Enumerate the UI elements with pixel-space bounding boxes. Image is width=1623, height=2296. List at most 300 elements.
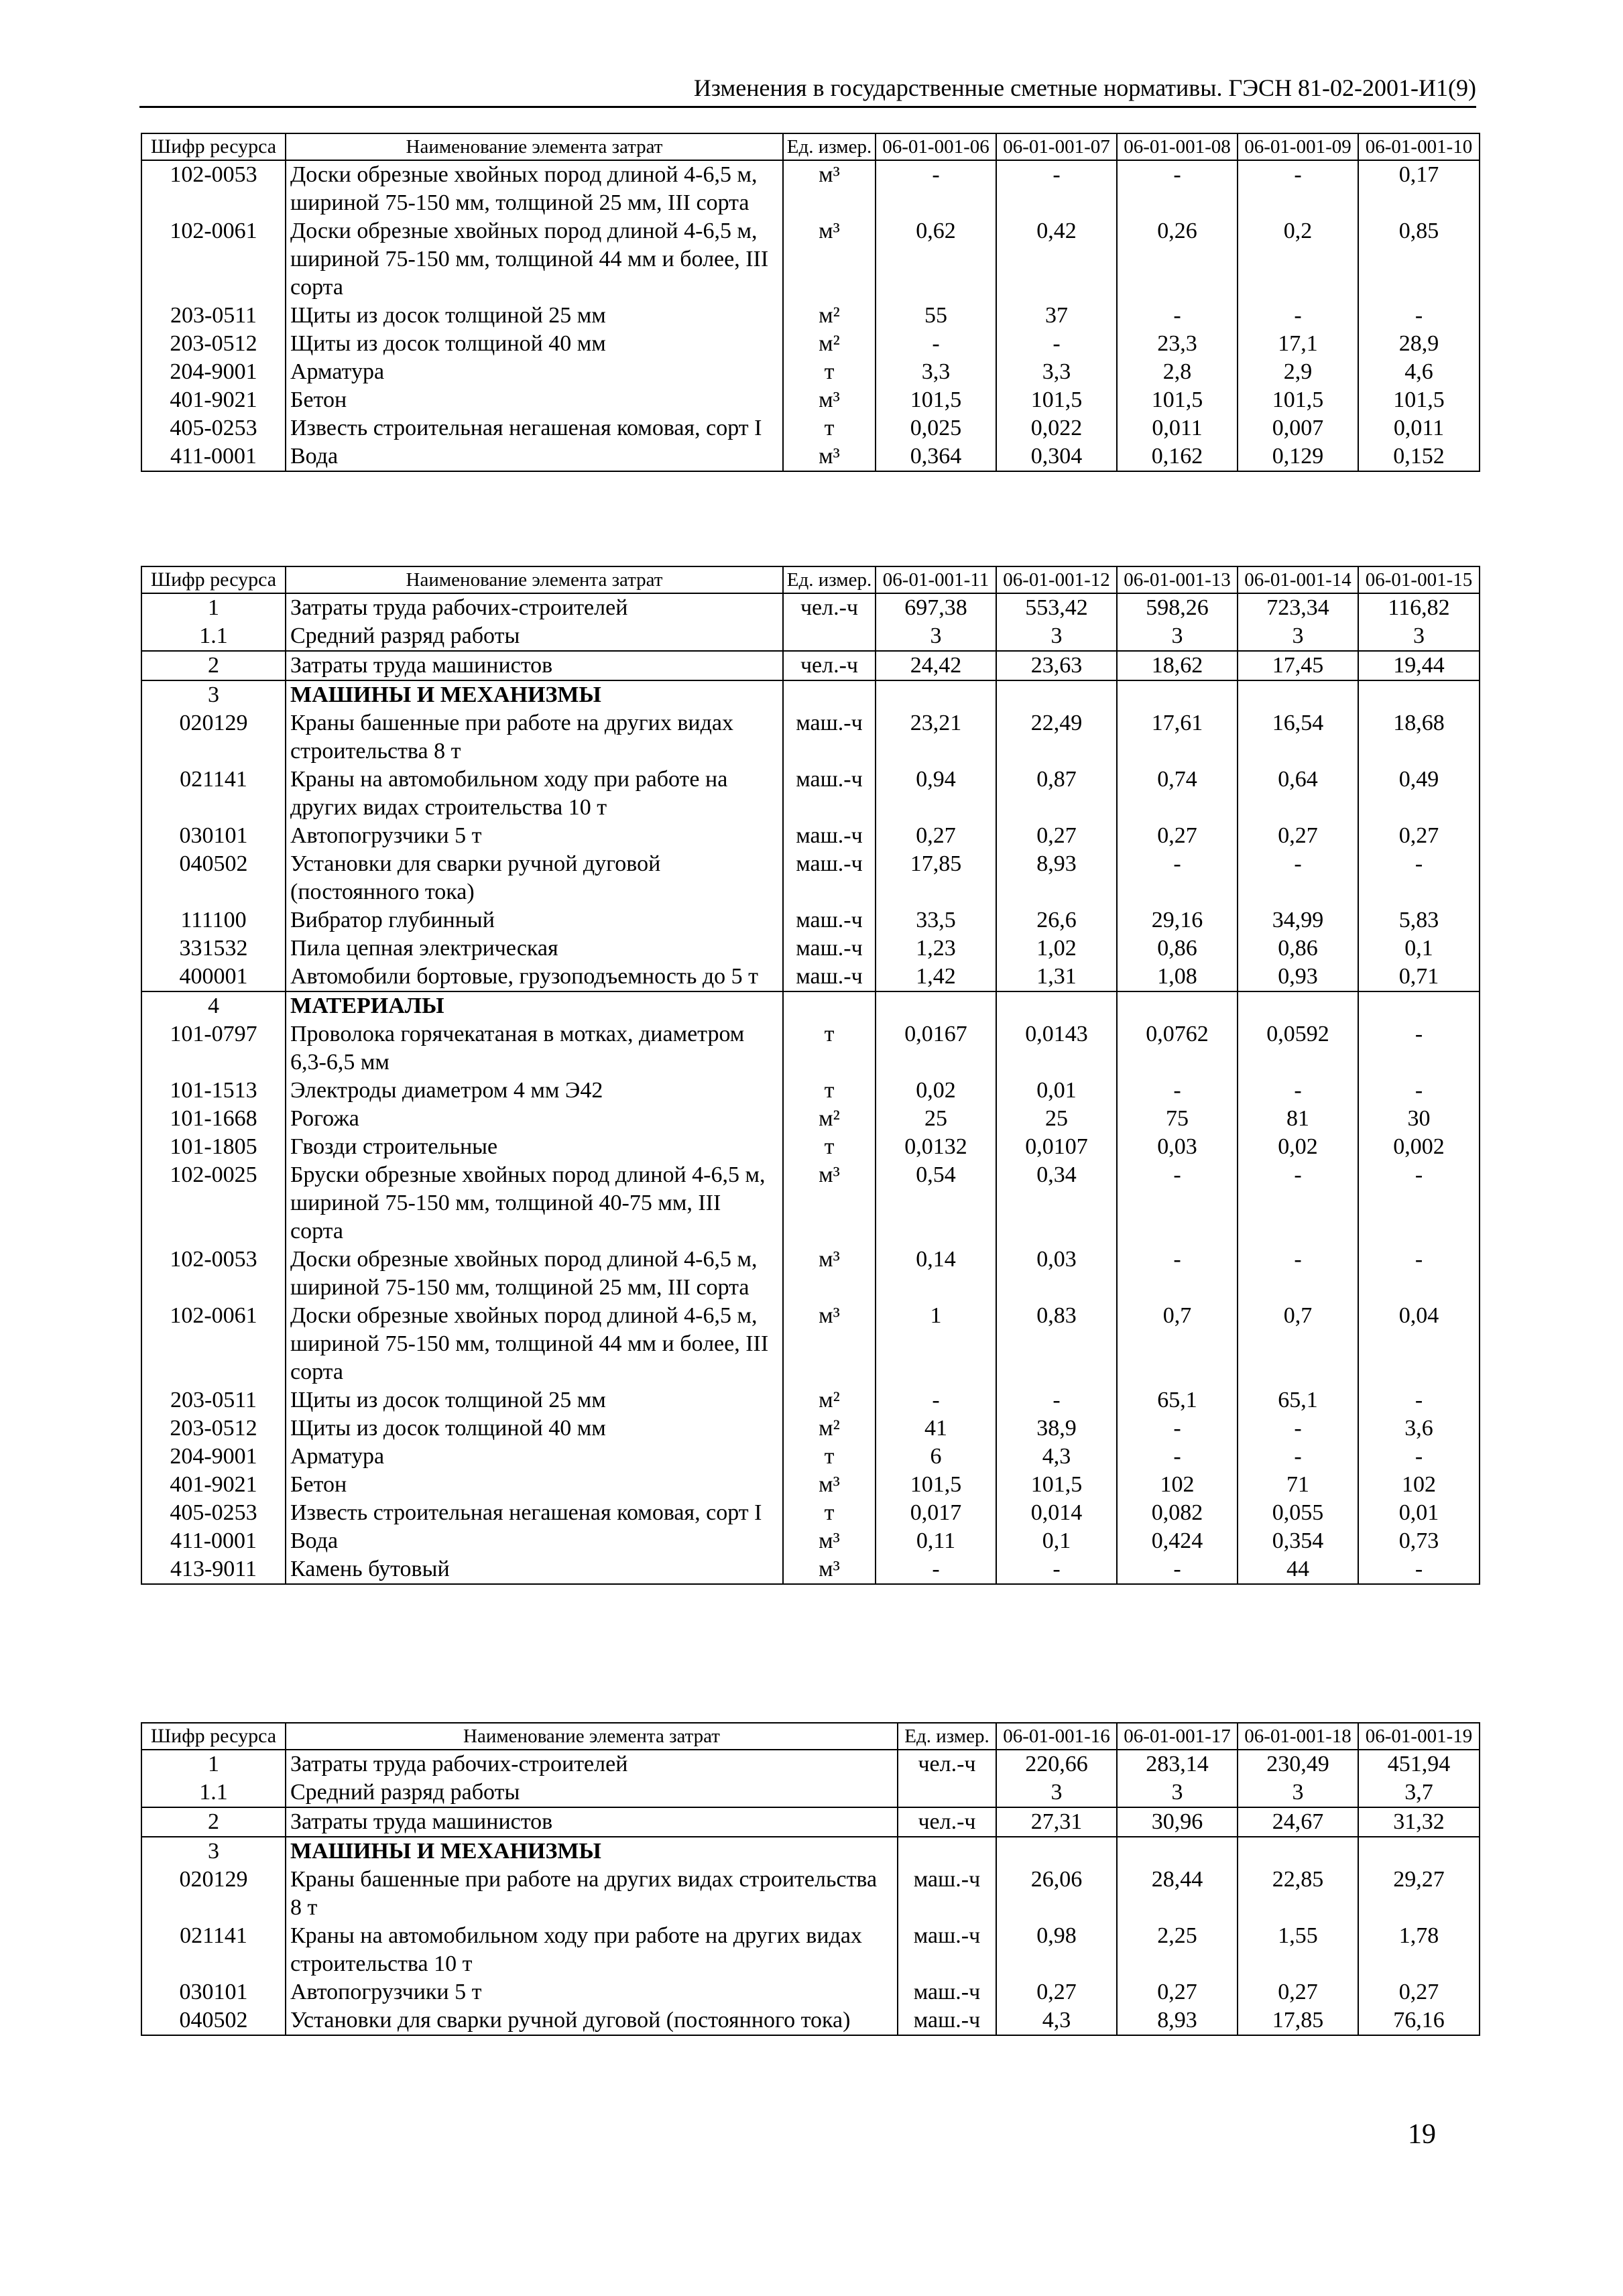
table-row <box>141 766 1480 822</box>
value-cell: 0,011 <box>1358 414 1480 442</box>
value-cell: 3 <box>1238 1778 1358 1807</box>
column-header: Наименование элемента затрат <box>286 566 783 593</box>
value-cell: 0,87 <box>996 766 1117 822</box>
unit: т <box>783 1443 876 1471</box>
value-cell: - <box>1358 1246 1480 1302</box>
column-header: 06-01-001-07 <box>996 133 1117 160</box>
resource-name: Средний разряд работы <box>286 1778 898 1807</box>
value-cell <box>996 1837 1117 1866</box>
table-row <box>141 1386 1480 1414</box>
unit: т <box>783 414 876 442</box>
unit: м³ <box>783 442 876 471</box>
unit: т <box>783 358 876 386</box>
value-cell: 0,364 <box>876 442 996 471</box>
value-cell: 22,49 <box>996 709 1117 766</box>
table-row <box>141 1978 1480 2006</box>
value-cell: - <box>1358 1386 1480 1414</box>
value-cell: 101,5 <box>1117 386 1238 414</box>
value-cell: 76,16 <box>1358 2006 1480 2035</box>
table-row <box>141 1161 1480 1246</box>
value-cell: 8,93 <box>1117 2006 1238 2035</box>
resource-code: 3 <box>141 1837 286 1866</box>
resource-name: Краны на автомобильном ходу при работе на других видах строительства 10 т <box>286 1922 898 1978</box>
value-cell: - <box>996 1386 1117 1414</box>
value-cell: 116,82 <box>1358 593 1480 622</box>
resource-code: 405-0253 <box>141 414 286 442</box>
value-cell: 37 <box>996 302 1117 330</box>
value-cell: 17,1 <box>1238 330 1358 358</box>
table-row <box>141 386 1480 414</box>
value-cell: 1,31 <box>996 963 1117 991</box>
value-cell: 0,129 <box>1238 442 1358 471</box>
value-cell: - <box>876 1555 996 1584</box>
resource-code: 1 <box>141 593 286 622</box>
value-cell: 0,082 <box>1117 1499 1238 1527</box>
row-group <box>141 1837 1480 2035</box>
table-row <box>141 991 1480 1020</box>
resource-name: Затраты труда машинистов <box>286 651 783 680</box>
resource-name: Автопогрузчики 5 т <box>286 822 783 850</box>
value-cell: 283,14 <box>1117 1750 1238 1778</box>
resource-name: Известь строительная негашеная комовая, сорт I <box>286 1499 783 1527</box>
header-rule <box>139 106 1476 108</box>
resource-code: 030101 <box>141 1978 286 2006</box>
value-cell: - <box>1238 1443 1358 1471</box>
value-cell: 17,85 <box>876 850 996 906</box>
unit: чел.-ч <box>783 651 876 680</box>
value-cell: 697,38 <box>876 593 996 622</box>
column-header: 06-01-001-12 <box>996 566 1117 593</box>
resource-code: 1.1 <box>141 622 286 651</box>
unit: чел.-ч <box>898 1807 996 1837</box>
value-cell: 24,67 <box>1238 1807 1358 1837</box>
value-cell: 17,61 <box>1117 709 1238 766</box>
resource-name: Установки для сварки ручной дуговой (постоянного тока) <box>286 850 783 906</box>
resource-code: 405-0253 <box>141 1499 286 1527</box>
unit: маш.-ч <box>898 2006 996 2035</box>
value-cell: 3,6 <box>1358 1414 1480 1443</box>
resource-name: Краны башенные при работе на других видах строительства 8 т <box>286 1866 898 1922</box>
table-row <box>141 1527 1480 1555</box>
unit: маш.-ч <box>783 963 876 991</box>
value-cell: 1,08 <box>1117 963 1238 991</box>
value-cell: 0,94 <box>876 766 996 822</box>
value-cell: 0,01 <box>1358 1499 1480 1527</box>
value-cell: 2,8 <box>1117 358 1238 386</box>
value-cell: 33,5 <box>876 906 996 934</box>
column-header: 06-01-001-18 <box>1238 1723 1358 1750</box>
table-row <box>141 934 1480 963</box>
value-cell: 0,64 <box>1238 766 1358 822</box>
resource-code: 102-0025 <box>141 1161 286 1246</box>
value-cell: - <box>1117 1414 1238 1443</box>
column-header: 06-01-001-14 <box>1238 566 1358 593</box>
value-cell: 0,025 <box>876 414 996 442</box>
value-cell: 29,16 <box>1117 906 1238 934</box>
resource-code: 2 <box>141 651 286 680</box>
column-header: 06-01-001-08 <box>1117 133 1238 160</box>
value-cell: 3 <box>996 622 1117 651</box>
value-cell: 0,02 <box>1238 1133 1358 1161</box>
value-cell: 101,5 <box>996 386 1117 414</box>
value-cell: 0,11 <box>876 1527 996 1555</box>
value-cell: 55 <box>876 302 996 330</box>
resource-name: Установки для сварки ручной дуговой (постоянного тока) <box>286 2006 898 2035</box>
value-cell: 27,31 <box>996 1807 1117 1837</box>
value-cell: - <box>1358 850 1480 906</box>
unit <box>783 622 876 651</box>
value-cell: 26,06 <box>996 1866 1117 1922</box>
resource-code: 101-1805 <box>141 1133 286 1161</box>
resource-name: Щиты из досок толщиной 25 мм <box>286 302 783 330</box>
table-row <box>141 1077 1480 1105</box>
column-header: 06-01-001-19 <box>1358 1723 1480 1750</box>
unit: м³ <box>783 1527 876 1555</box>
value-cell: 1,78 <box>1358 1922 1480 1978</box>
resource-code: 020129 <box>141 1866 286 1922</box>
resource-code: 400001 <box>141 963 286 991</box>
value-cell: 553,42 <box>996 593 1117 622</box>
value-cell: 0,27 <box>1358 1978 1480 2006</box>
resource-name: Щиты из досок толщиной 25 мм <box>286 1386 783 1414</box>
value-cell: - <box>1358 302 1480 330</box>
value-cell: 102 <box>1358 1471 1480 1499</box>
unit: маш.-ч <box>783 709 876 766</box>
resource-code: 111100 <box>141 906 286 934</box>
value-cell: 22,85 <box>1238 1866 1358 1922</box>
value-cell: 0,14 <box>876 1246 996 1302</box>
value-cell: 4,3 <box>996 2006 1117 2035</box>
resource-code: 401-9021 <box>141 386 286 414</box>
value-cell: 101,5 <box>1358 386 1480 414</box>
value-cell: 2,9 <box>1238 358 1358 386</box>
unit: маш.-ч <box>898 1866 996 1922</box>
table-row <box>141 709 1480 766</box>
value-cell: 0,71 <box>1358 963 1480 991</box>
unit: м² <box>783 302 876 330</box>
unit: т <box>783 1020 876 1077</box>
value-cell: 19,44 <box>1358 651 1480 680</box>
resource-code: 401-9021 <box>141 1471 286 1499</box>
resource-code: 413-9011 <box>141 1555 286 1584</box>
column-header: Шифр ресурса <box>141 566 286 593</box>
table-row <box>141 1866 1480 1922</box>
value-cell: 0,152 <box>1358 442 1480 471</box>
unit: м² <box>783 1414 876 1443</box>
resource-code: 203-0511 <box>141 302 286 330</box>
unit: м³ <box>783 386 876 414</box>
value-cell: 3 <box>996 1778 1117 1807</box>
value-cell: 0,27 <box>1358 822 1480 850</box>
value-cell: 0,0107 <box>996 1133 1117 1161</box>
column-header: 06-01-001-06 <box>876 133 996 160</box>
value-cell <box>996 680 1117 709</box>
column-header: 06-01-001-09 <box>1238 133 1358 160</box>
table-row <box>141 680 1480 709</box>
resource-name: Вода <box>286 1527 783 1555</box>
unit: м³ <box>783 217 876 302</box>
value-cell: 23,3 <box>1117 330 1238 358</box>
value-cell: 0,424 <box>1117 1527 1238 1555</box>
column-header: Шифр ресурса <box>141 133 286 160</box>
value-cell: 0,62 <box>876 217 996 302</box>
value-cell: - <box>1358 1555 1480 1584</box>
value-cell: 65,1 <box>1117 1386 1238 1414</box>
resource-code: 2 <box>141 1807 286 1837</box>
resource-name: Затраты труда рабочих-строителей <box>286 593 783 622</box>
value-cell: 44 <box>1238 1555 1358 1584</box>
value-cell: 0,86 <box>1238 934 1358 963</box>
value-cell: - <box>1117 1077 1238 1105</box>
value-cell: 0,27 <box>1238 1978 1358 2006</box>
resource-code: 102-0053 <box>141 1246 286 1302</box>
table-row <box>141 822 1480 850</box>
value-cell: 1,55 <box>1238 1922 1358 1978</box>
value-cell: - <box>1238 160 1358 217</box>
value-cell: - <box>1238 1414 1358 1443</box>
value-cell: - <box>1117 1161 1238 1246</box>
resource-name: Доски обрезные хвойных пород длиной 4-6,5 м, шириной 75-150 мм, толщиной 44 мм и более, III сорта <box>286 217 783 302</box>
value-cell: - <box>876 330 996 358</box>
value-cell: 3 <box>1117 622 1238 651</box>
section-title: МАТЕРИАЛЫ <box>286 991 783 1020</box>
value-cell: 18,68 <box>1358 709 1480 766</box>
value-cell <box>1358 680 1480 709</box>
table-row <box>141 651 1480 680</box>
row-group <box>141 991 1480 1584</box>
table-row <box>141 1807 1480 1837</box>
unit: м³ <box>783 1555 876 1584</box>
value-cell: - <box>996 1555 1117 1584</box>
resource-name: Доски обрезные хвойных пород длиной 4-6,5 м, шириной 75-150 мм, толщиной 25 мм, III сорта <box>286 160 783 217</box>
value-cell: 102 <box>1117 1471 1238 1499</box>
value-cell <box>1117 1837 1238 1866</box>
resource-code: 203-0512 <box>141 330 286 358</box>
value-cell: 28,9 <box>1358 330 1480 358</box>
value-cell: 1 <box>876 1302 996 1386</box>
value-cell: 71 <box>1238 1471 1358 1499</box>
value-cell: 0,83 <box>996 1302 1117 1386</box>
value-cell: 0,02 <box>876 1077 996 1105</box>
table-row <box>141 593 1480 622</box>
value-cell: 3 <box>1238 622 1358 651</box>
unit <box>898 1778 996 1807</box>
resource-code: 411-0001 <box>141 442 286 471</box>
resource-code: 203-0512 <box>141 1414 286 1443</box>
row-group <box>141 593 1480 651</box>
value-cell: 18,62 <box>1117 651 1238 680</box>
resource-name: Гвозди строительные <box>286 1133 783 1161</box>
value-cell: 81 <box>1238 1105 1358 1133</box>
value-cell: 0,49 <box>1358 766 1480 822</box>
resource-name: Доски обрезные хвойных пород длиной 4-6,5 м, шириной 75-150 мм, толщиной 44 мм и более, III сорта <box>286 1302 783 1386</box>
value-cell: 0,0132 <box>876 1133 996 1161</box>
unit: м³ <box>783 1246 876 1302</box>
value-cell: 41 <box>876 1414 996 1443</box>
value-cell: 30 <box>1358 1105 1480 1133</box>
resource-code: 102-0053 <box>141 160 286 217</box>
value-cell: 0,304 <box>996 442 1117 471</box>
resource-name: Бруски обрезные хвойных пород длиной 4-6,5 м, шириной 75-150 мм, толщиной 40-75 мм, III сорта <box>286 1161 783 1246</box>
resource-name: Автомобили бортовые, грузоподъемность до 5 т <box>286 963 783 991</box>
value-cell: 220,66 <box>996 1750 1117 1778</box>
value-cell: 1,02 <box>996 934 1117 963</box>
unit: т <box>783 1499 876 1527</box>
value-cell <box>1238 1837 1358 1866</box>
unit: маш.-ч <box>783 766 876 822</box>
value-cell: 0,1 <box>1358 934 1480 963</box>
resource-code: 411-0001 <box>141 1527 286 1555</box>
value-cell: 75 <box>1117 1105 1238 1133</box>
value-cell: 3,3 <box>996 358 1117 386</box>
row-group <box>141 680 1480 991</box>
table-row <box>141 1246 1480 1302</box>
unit <box>783 680 876 709</box>
unit: маш.-ч <box>898 1922 996 1978</box>
value-cell: - <box>1358 1443 1480 1471</box>
resource-name: Пила цепная электрическая <box>286 934 783 963</box>
resource-code: 204-9001 <box>141 358 286 386</box>
resource-name: Известь строительная негашеная комовая, сорт I <box>286 414 783 442</box>
row-group <box>141 160 1480 471</box>
value-cell: 30,96 <box>1117 1807 1238 1837</box>
value-cell: 38,9 <box>996 1414 1117 1443</box>
value-cell: 0,0592 <box>1238 1020 1358 1077</box>
unit: маш.-ч <box>898 1978 996 2006</box>
value-cell: - <box>996 160 1117 217</box>
resource-name: Краны на автомобильном ходу при работе на других видах строительства 10 т <box>286 766 783 822</box>
value-cell: 0,022 <box>996 414 1117 442</box>
value-cell: - <box>1358 1020 1480 1077</box>
value-cell: - <box>1117 302 1238 330</box>
resource-name: Вибратор глубинный <box>286 906 783 934</box>
value-cell: 16,54 <box>1238 709 1358 766</box>
value-cell: - <box>1117 1443 1238 1471</box>
value-cell: 28,44 <box>1117 1866 1238 1922</box>
unit: м³ <box>783 1161 876 1246</box>
resource-code: 1.1 <box>141 1778 286 1807</box>
value-cell: 23,63 <box>996 651 1117 680</box>
page-number: 19 <box>1408 2119 1436 2150</box>
resource-code: 101-1513 <box>141 1077 286 1105</box>
document-header: Изменения в государственные сметные нормативы. ГЭСН 81-02-2001-И1(9) <box>693 74 1476 101</box>
value-cell: - <box>1238 850 1358 906</box>
unit: маш.-ч <box>783 822 876 850</box>
resource-name: Проволока горячекатаная в мотках, диаметром 6,3-6,5 мм <box>286 1020 783 1077</box>
value-cell: 0,017 <box>876 1499 996 1527</box>
table-row <box>141 1443 1480 1471</box>
resource-code: 4 <box>141 991 286 1020</box>
table-row <box>141 302 1480 330</box>
unit: м³ <box>783 160 876 217</box>
unit: чел.-ч <box>783 593 876 622</box>
header-row <box>141 1723 1480 1750</box>
value-cell: - <box>1117 1555 1238 1584</box>
value-cell: 0,27 <box>1117 822 1238 850</box>
table-row <box>141 622 1480 651</box>
value-cell: 0,98 <box>996 1922 1117 1978</box>
table-row <box>141 1837 1480 1866</box>
value-cell: 0,27 <box>996 822 1117 850</box>
value-cell: 0,74 <box>1117 766 1238 822</box>
value-cell: 101,5 <box>876 386 996 414</box>
unit: м³ <box>783 1302 876 1386</box>
value-cell: 0,34 <box>996 1161 1117 1246</box>
resource-name: Щиты из досок толщиной 40 мм <box>286 330 783 358</box>
value-cell: 0,54 <box>876 1161 996 1246</box>
value-cell: 3,7 <box>1358 1778 1480 1807</box>
resource-code: 020129 <box>141 709 286 766</box>
unit: т <box>783 1133 876 1161</box>
value-cell: 0,85 <box>1358 217 1480 302</box>
resource-name: Арматура <box>286 358 783 386</box>
value-cell: 3 <box>1358 622 1480 651</box>
column-header: Ед. измер. <box>783 133 876 160</box>
value-cell: 25 <box>996 1105 1117 1133</box>
table-row <box>141 330 1480 358</box>
resource-code: 021141 <box>141 766 286 822</box>
value-cell: 1,23 <box>876 934 996 963</box>
unit: маш.-ч <box>783 934 876 963</box>
column-header: 06-01-001-10 <box>1358 133 1480 160</box>
resource-name: Щиты из досок толщиной 40 мм <box>286 1414 783 1443</box>
resource-name: Краны башенные при работе на других видах строительства 8 т <box>286 709 783 766</box>
column-header: Ед. измер. <box>783 566 876 593</box>
unit: маш.-ч <box>783 850 876 906</box>
resource-name: Средний разряд работы <box>286 622 783 651</box>
value-cell: 0,0143 <box>996 1020 1117 1077</box>
resource-name: Бетон <box>286 1471 783 1499</box>
resource-name: Электроды диаметром 4 мм Э42 <box>286 1077 783 1105</box>
value-cell <box>1238 991 1358 1020</box>
resource-code: 102-0061 <box>141 1302 286 1386</box>
value-cell <box>1117 680 1238 709</box>
value-cell: 0,7 <box>1117 1302 1238 1386</box>
table-row <box>141 1414 1480 1443</box>
value-cell: 3 <box>876 622 996 651</box>
section-title: МАШИНЫ И МЕХАНИЗМЫ <box>286 680 783 709</box>
table-row <box>141 1499 1480 1527</box>
value-cell: 0,03 <box>1117 1133 1238 1161</box>
value-cell: 0,1 <box>996 1527 1117 1555</box>
value-cell: 0,27 <box>876 822 996 850</box>
value-cell: - <box>1117 850 1238 906</box>
unit <box>783 991 876 1020</box>
resource-code: 101-0797 <box>141 1020 286 1077</box>
unit: м² <box>783 1105 876 1133</box>
resource-code: 204-9001 <box>141 1443 286 1471</box>
table-row <box>141 2006 1480 2035</box>
table-row <box>141 963 1480 991</box>
unit: м² <box>783 1386 876 1414</box>
value-cell: 0,42 <box>996 217 1117 302</box>
resource-code: 102-0061 <box>141 217 286 302</box>
value-cell: 0,011 <box>1117 414 1238 442</box>
resource-code: 3 <box>141 680 286 709</box>
value-cell: - <box>1358 1161 1480 1246</box>
table-row <box>141 1471 1480 1499</box>
value-cell: 3 <box>1117 1778 1238 1807</box>
value-cell <box>876 680 996 709</box>
value-cell: 0,01 <box>996 1077 1117 1105</box>
table-row <box>141 414 1480 442</box>
resource-name: Доски обрезные хвойных пород длиной 4-6,5 м, шириной 75-150 мм, толщиной 25 мм, III сорта <box>286 1246 783 1302</box>
table-row <box>141 160 1480 217</box>
value-cell: - <box>1238 1246 1358 1302</box>
value-cell: 0,0167 <box>876 1020 996 1077</box>
resource-table-2 <box>141 566 1480 1585</box>
value-cell: 451,94 <box>1358 1750 1480 1778</box>
